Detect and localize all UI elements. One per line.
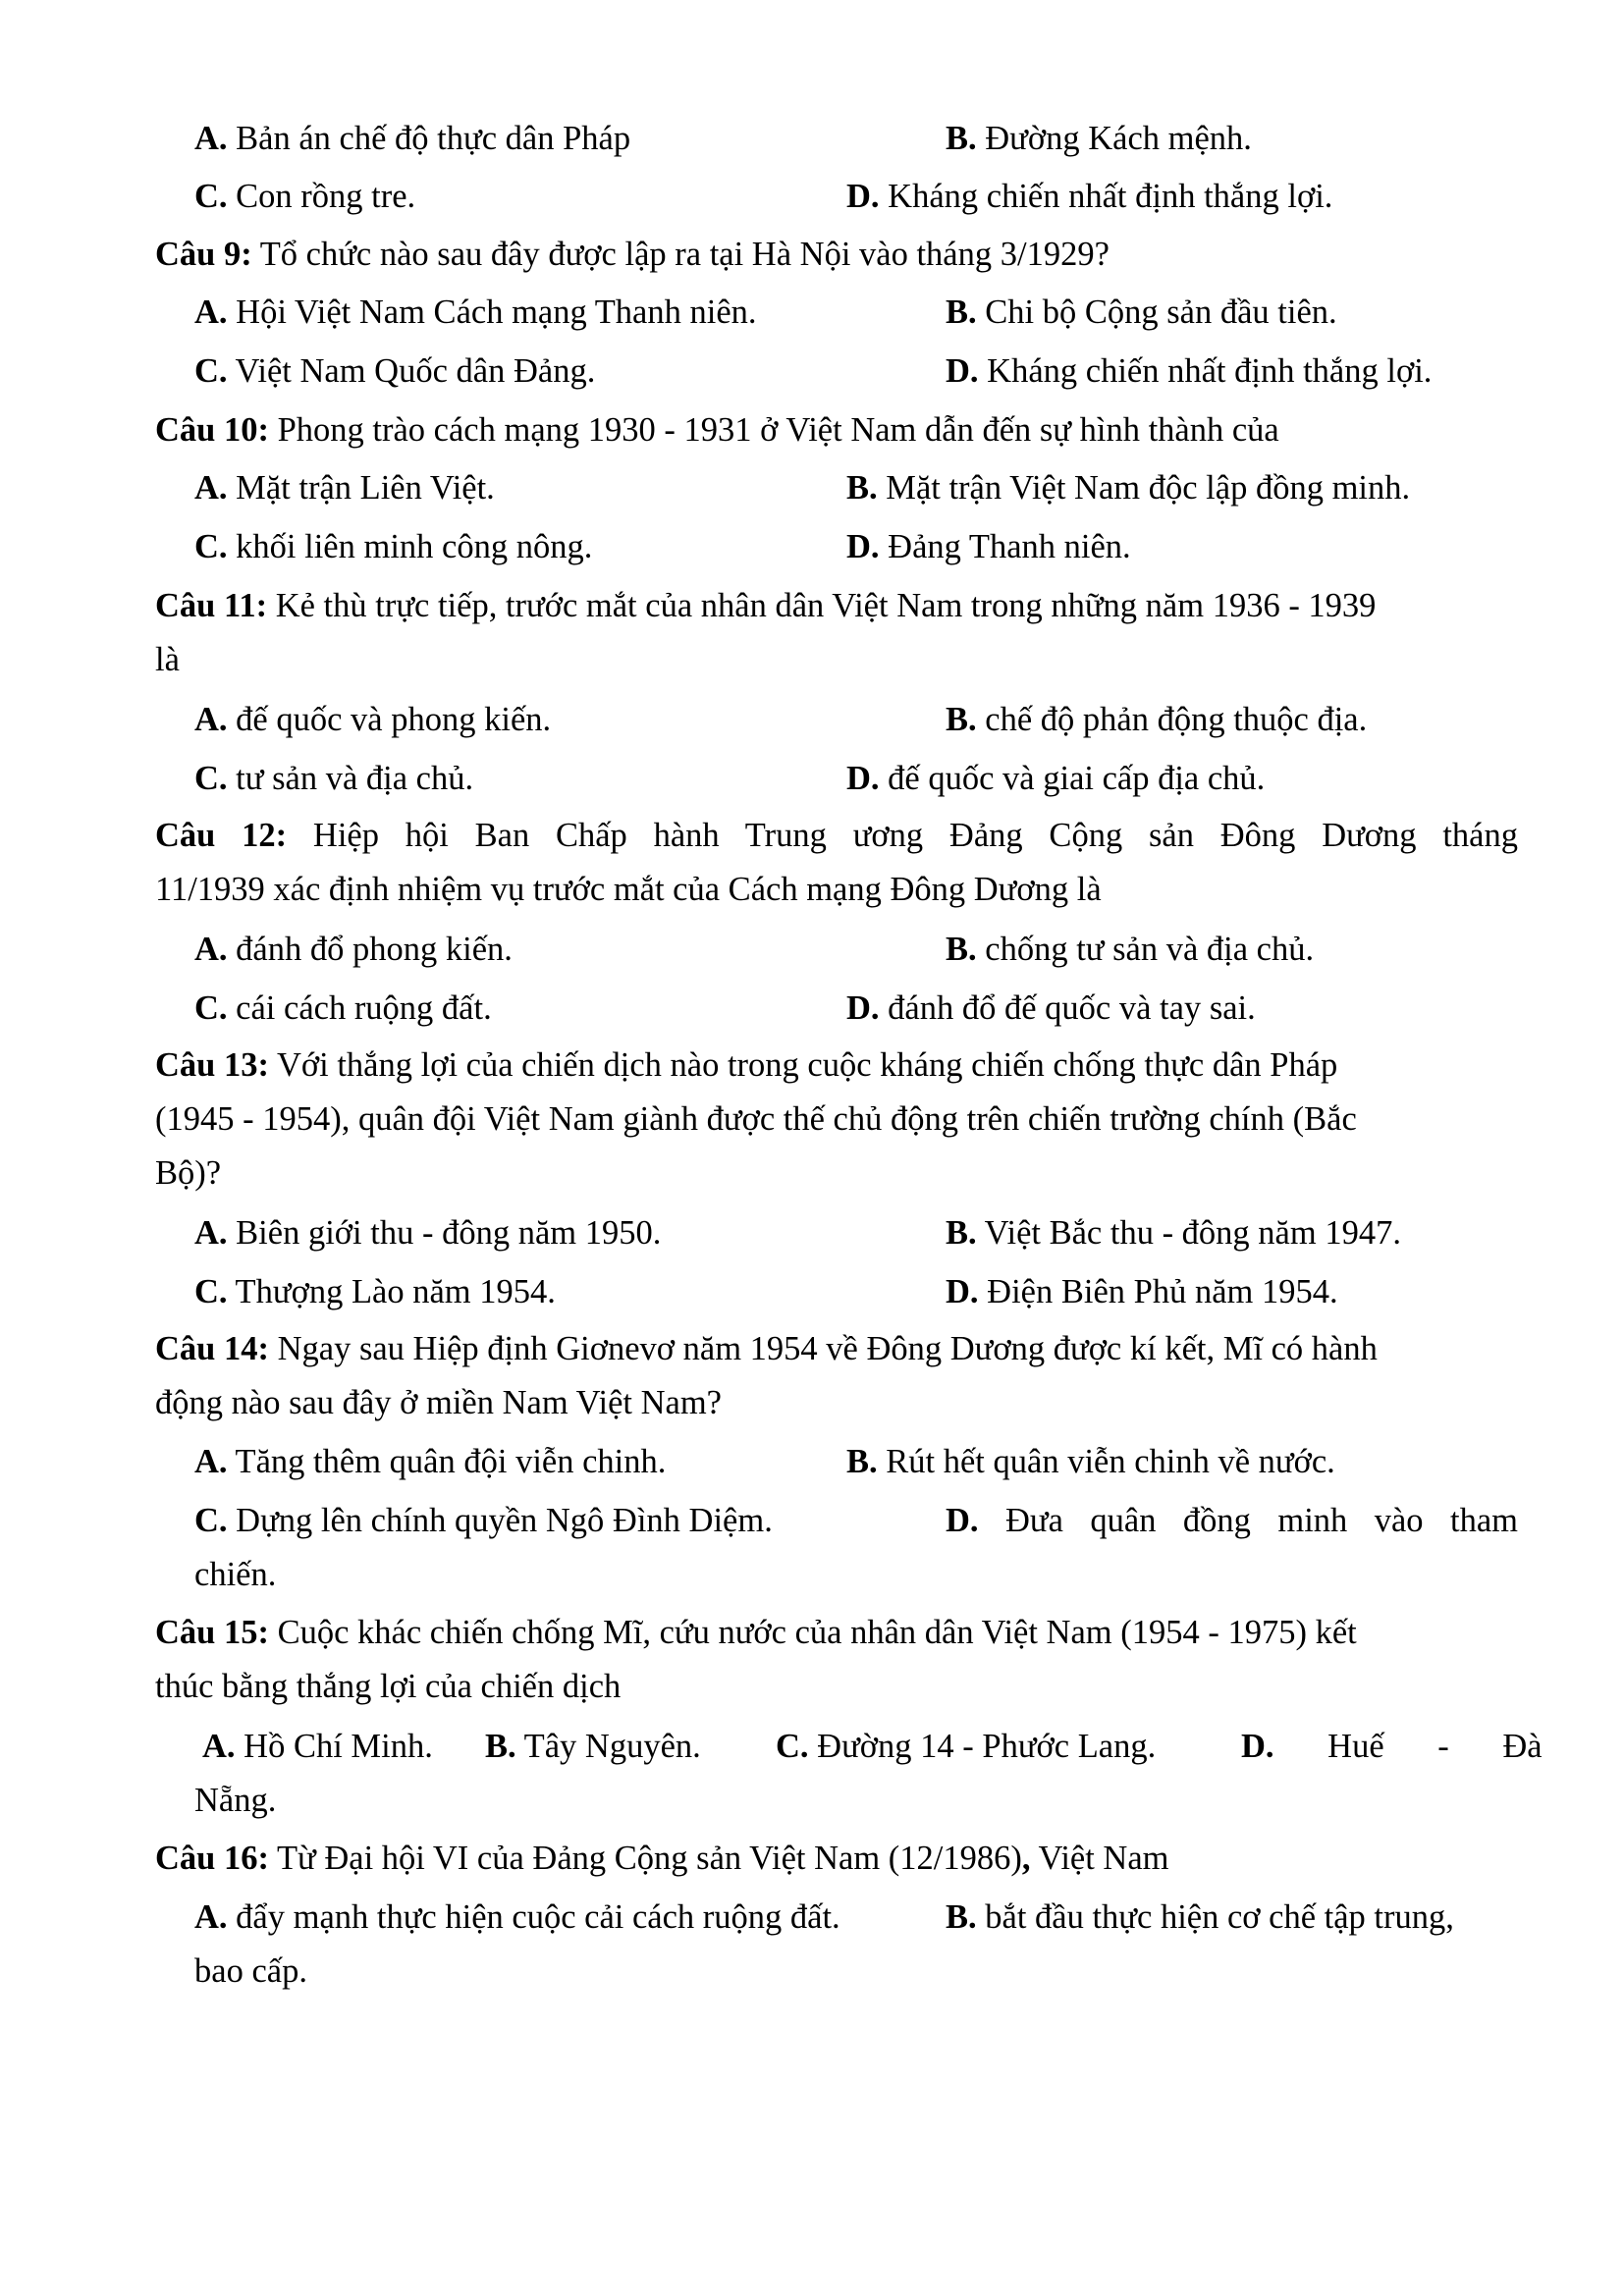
question-9: Câu 9: Tổ chức nào sau đây được lập ra tại Hà Nội vào tháng 3/1929? xyxy=(155,236,1110,273)
question-10: Câu 10: Phong trào cách mạng 1930 - 1931 ở Việt Nam dẫn đến sự hình thành của xyxy=(155,411,1279,449)
option-c: C. Đường 14 - Phước Lang. xyxy=(776,1728,1157,1765)
option-b: B. Đường Kách mệnh. xyxy=(946,120,1252,157)
question-15: Câu 15: Cuộc khác chiến chống Mĩ, cứu nước của nhân dân Việt Nam (1954 - 1975) kết xyxy=(155,1614,1357,1651)
question-11-continued: là xyxy=(155,641,180,678)
option-c: C. Thượng Lào năm 1954. xyxy=(194,1273,556,1310)
question-14: Câu 14: Ngay sau Hiệp định Giơnevơ năm 1954 về Đông Dương được kí kết, Mĩ có hành xyxy=(155,1330,1378,1367)
option-a: A. đánh đổ phong kiến. xyxy=(194,931,513,968)
option-a: A. đế quốc và phong kiến. xyxy=(194,701,552,738)
option-d: D. đánh đổ đế quốc và tay sai. xyxy=(846,989,1256,1027)
option-d: D. Kháng chiến nhất định thắng lợi. xyxy=(846,178,1333,215)
option-c: C. Con rồng tre. xyxy=(194,178,416,215)
option-b: B. bắt đầu thực hiện cơ chế tập trung, xyxy=(946,1898,1454,1936)
option-c: C. cái cách ruộng đất. xyxy=(194,989,492,1027)
option-a: A. Mặt trận Liên Việt. xyxy=(194,469,495,507)
option-d: D. Điện Biên Phủ năm 1954. xyxy=(946,1273,1338,1310)
option-a: A. Hồ Chí Minh. xyxy=(202,1728,433,1765)
option-d: D. Kháng chiến nhất định thắng lợi. xyxy=(946,352,1433,390)
option-a: A. đẩy mạnh thực hiện cuộc cải cách ruộng đất. xyxy=(194,1898,840,1936)
option-d: D. đế quốc và giai cấp địa chủ. xyxy=(846,760,1266,797)
option-a: A. Bản án chế độ thực dân Pháp xyxy=(194,120,631,157)
question-14-continued: động nào sau đây ở miền Nam Việt Nam? xyxy=(155,1384,722,1421)
question-12-continued: 11/1939 xác định nhiệm vụ trước mắt của Cách mạng Đông Dương là xyxy=(155,871,1102,908)
option-b: B. chống tư sản và địa chủ. xyxy=(946,931,1315,968)
option-b: B. Mặt trận Việt Nam độc lập đồng minh. xyxy=(846,469,1411,507)
option-b-continued: bao cấp. xyxy=(194,1952,307,1990)
option-d: D. Đưa quân đồng minh vào tham xyxy=(946,1502,1518,1539)
option-d: D. Huế - Đà xyxy=(1241,1728,1543,1765)
option-d-continued: Nẵng. xyxy=(194,1782,277,1819)
question-15-continued: thúc bằng thắng lợi của chiến dịch xyxy=(155,1668,622,1705)
option-a: A. Tăng thêm quân đội viễn chinh. xyxy=(194,1443,667,1480)
option-b: B. chế độ phản động thuộc địa. xyxy=(946,701,1368,738)
option-a: A. Hội Việt Nam Cách mạng Thanh niên. xyxy=(194,294,757,331)
option-c: C. tư sản và địa chủ. xyxy=(194,760,474,797)
option-d-continued: chiến. xyxy=(194,1556,277,1593)
question-12: Câu 12: Hiệp hội Ban Chấp hành Trung ương Đảng Cộng sản Đông Dương tháng xyxy=(155,817,1518,854)
question-13: Câu 13: Với thắng lợi của chiến dịch nào trong cuộc kháng chiến chống thực dân Pháp xyxy=(155,1046,1338,1084)
option-c: C. Dựng lên chính quyền Ngô Đình Diệm. xyxy=(194,1502,773,1539)
question-11: Câu 11: Kẻ thù trực tiếp, trước mắt của nhân dân Việt Nam trong những năm 1936 - 1939 xyxy=(155,587,1377,624)
option-b: B. Chi bộ Cộng sản đầu tiên. xyxy=(946,294,1337,331)
option-b: B. Việt Bắc thu - đông năm 1947. xyxy=(946,1214,1401,1252)
option-c: C. khối liên minh công nông. xyxy=(194,528,593,565)
question-13-continued: (1945 - 1954), quân đội Việt Nam giành được thế chủ động trên chiến trường chính (Bắc xyxy=(155,1100,1357,1138)
option-d: D. Đảng Thanh niên. xyxy=(846,528,1131,565)
option-b: B. Rút hết quân viễn chinh về nước. xyxy=(846,1443,1335,1480)
question-13-continued: Bộ)? xyxy=(155,1154,222,1192)
option-b: B. Tây Nguyên. xyxy=(485,1728,701,1765)
option-c: C. Việt Nam Quốc dân Đảng. xyxy=(194,352,596,390)
question-16: Câu 16: Từ Đại hội VI của Đảng Cộng sản Việt Nam (12/1986), Việt Nam xyxy=(155,1840,1169,1877)
option-a: A. Biên giới thu - đông năm 1950. xyxy=(194,1214,662,1252)
